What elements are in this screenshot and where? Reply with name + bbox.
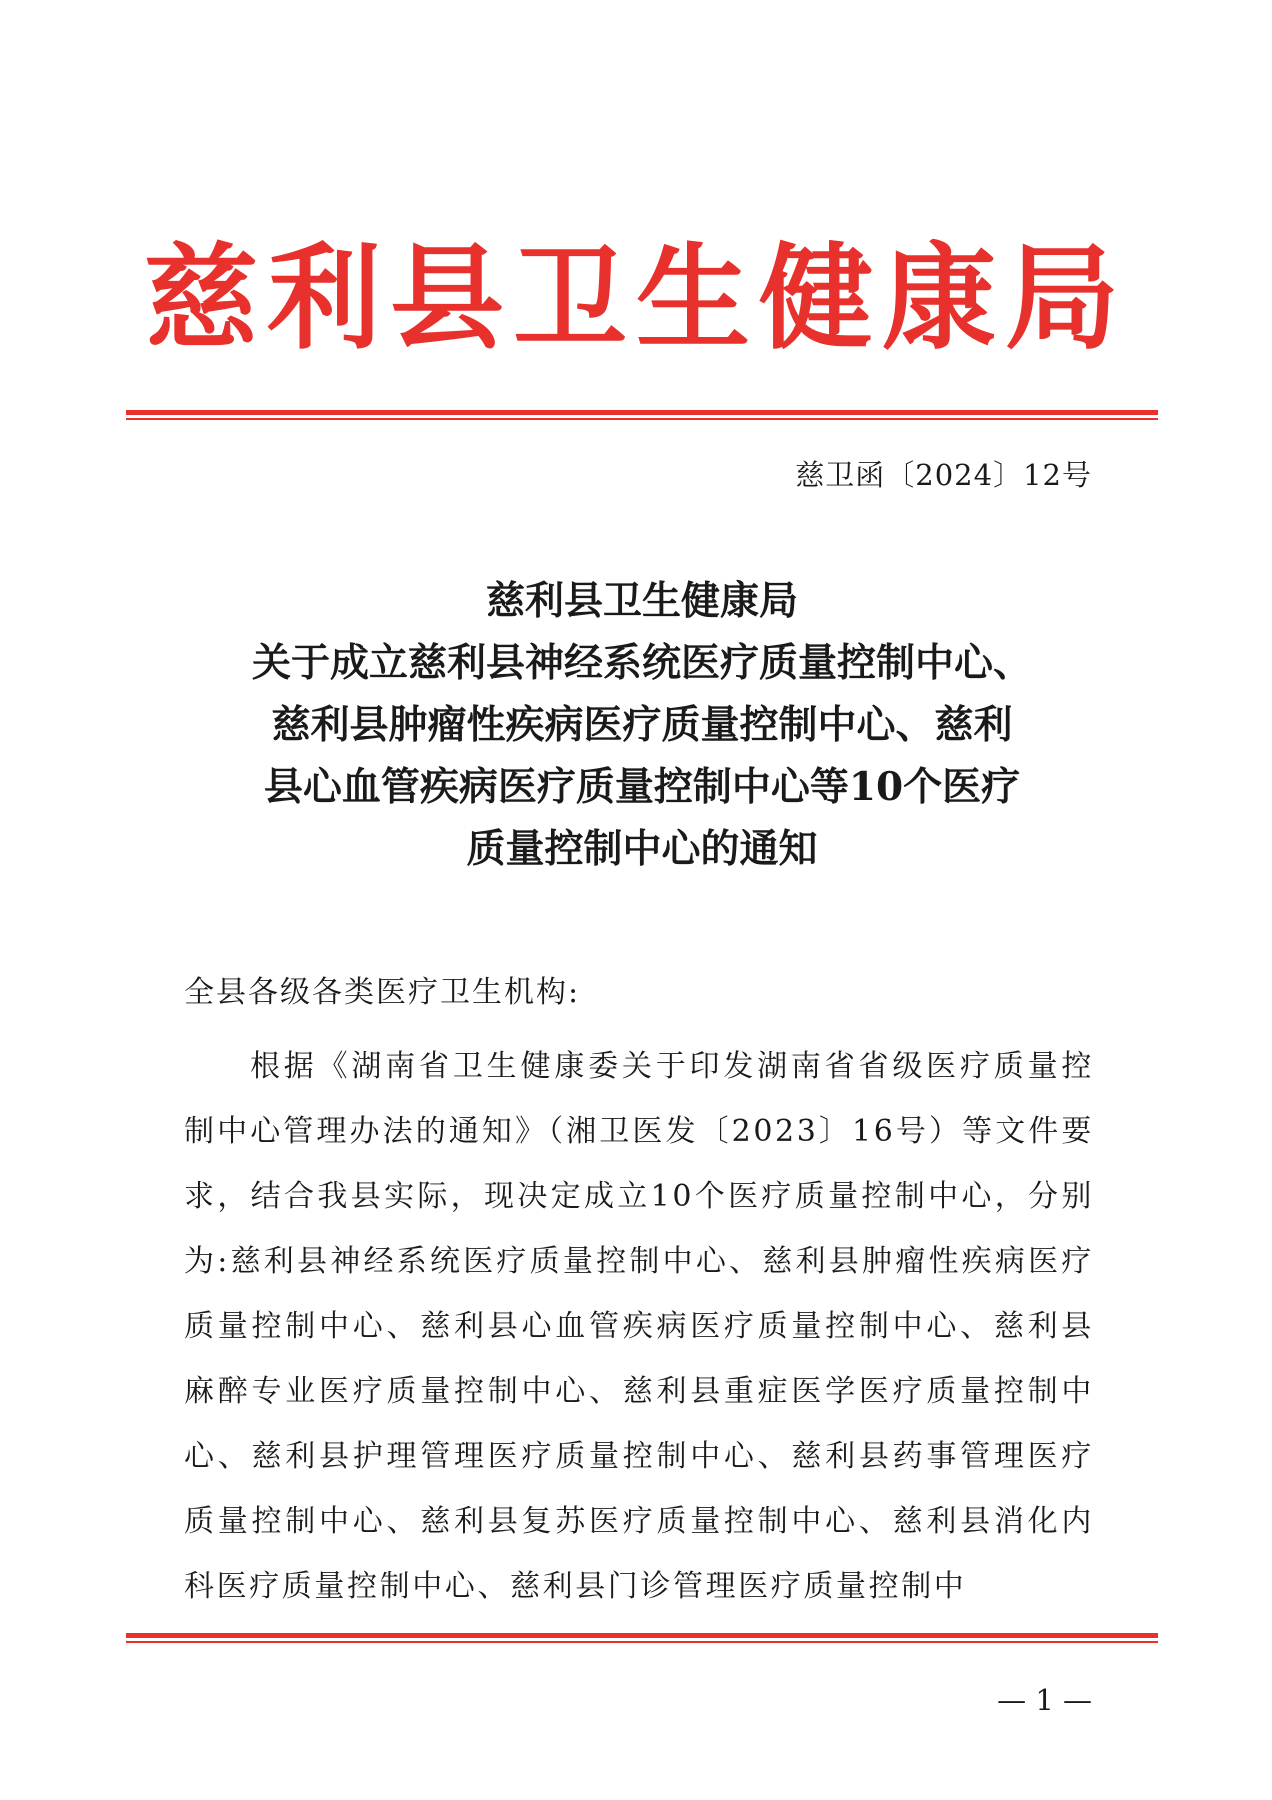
title-line: 慈利县卫生健康局 — [485, 578, 798, 624]
footer-red-rule-thick — [126, 1633, 1158, 1638]
title-line: 慈利县肿瘤性疾病医疗质量控制中心、慈利 — [271, 702, 1013, 748]
issuer-masthead: 慈利县卫生健康局 — [143, 231, 1128, 365]
footer-red-rule-thin — [126, 1641, 1158, 1643]
document-number: 慈卫函〔2024〕12号 — [795, 458, 1092, 492]
document-title — [126, 570, 1158, 880]
header-red-rule-thin — [126, 418, 1158, 420]
title-line: 质量控制中心的通知 — [466, 826, 818, 872]
salutation: 全县各级各类医疗卫生机构: — [184, 975, 581, 1010]
body-paragraph: 根据《湖南省卫生健康委关于印发湖南省省级医疗质量控制中心管理办法的通知》（湘卫医发〔2023〕16号）等文件要求，结合我县实际，现决定成立10个医疗质量控制中心，分别为:慈利县神经系统医疗质量控制中心、慈利县肿瘤性疾病医疗质量控制中心、慈利县心血管疾病医疗质量控制中心、慈利县麻醉专业医疗质量控制中心、慈利县重症医学医疗质量控制中心、慈利县护理管理医疗质量控制中心、慈利县药事管理医疗质量控制中心、慈利县复苏医疗质量控制中心、慈利县消化内科医疗质量控制中心、慈利县门诊管理医疗质量控制中 — [184, 1049, 1094, 1604]
title-line: 县心血管疾病医疗质量控制中心等10个医疗 — [263, 764, 1021, 810]
title-line: 关于成立慈利县神经系统医疗质量控制中心、 — [251, 640, 1032, 686]
header-red-rule-thick — [126, 410, 1158, 415]
page-number: — 1 — — [997, 1683, 1092, 1717]
